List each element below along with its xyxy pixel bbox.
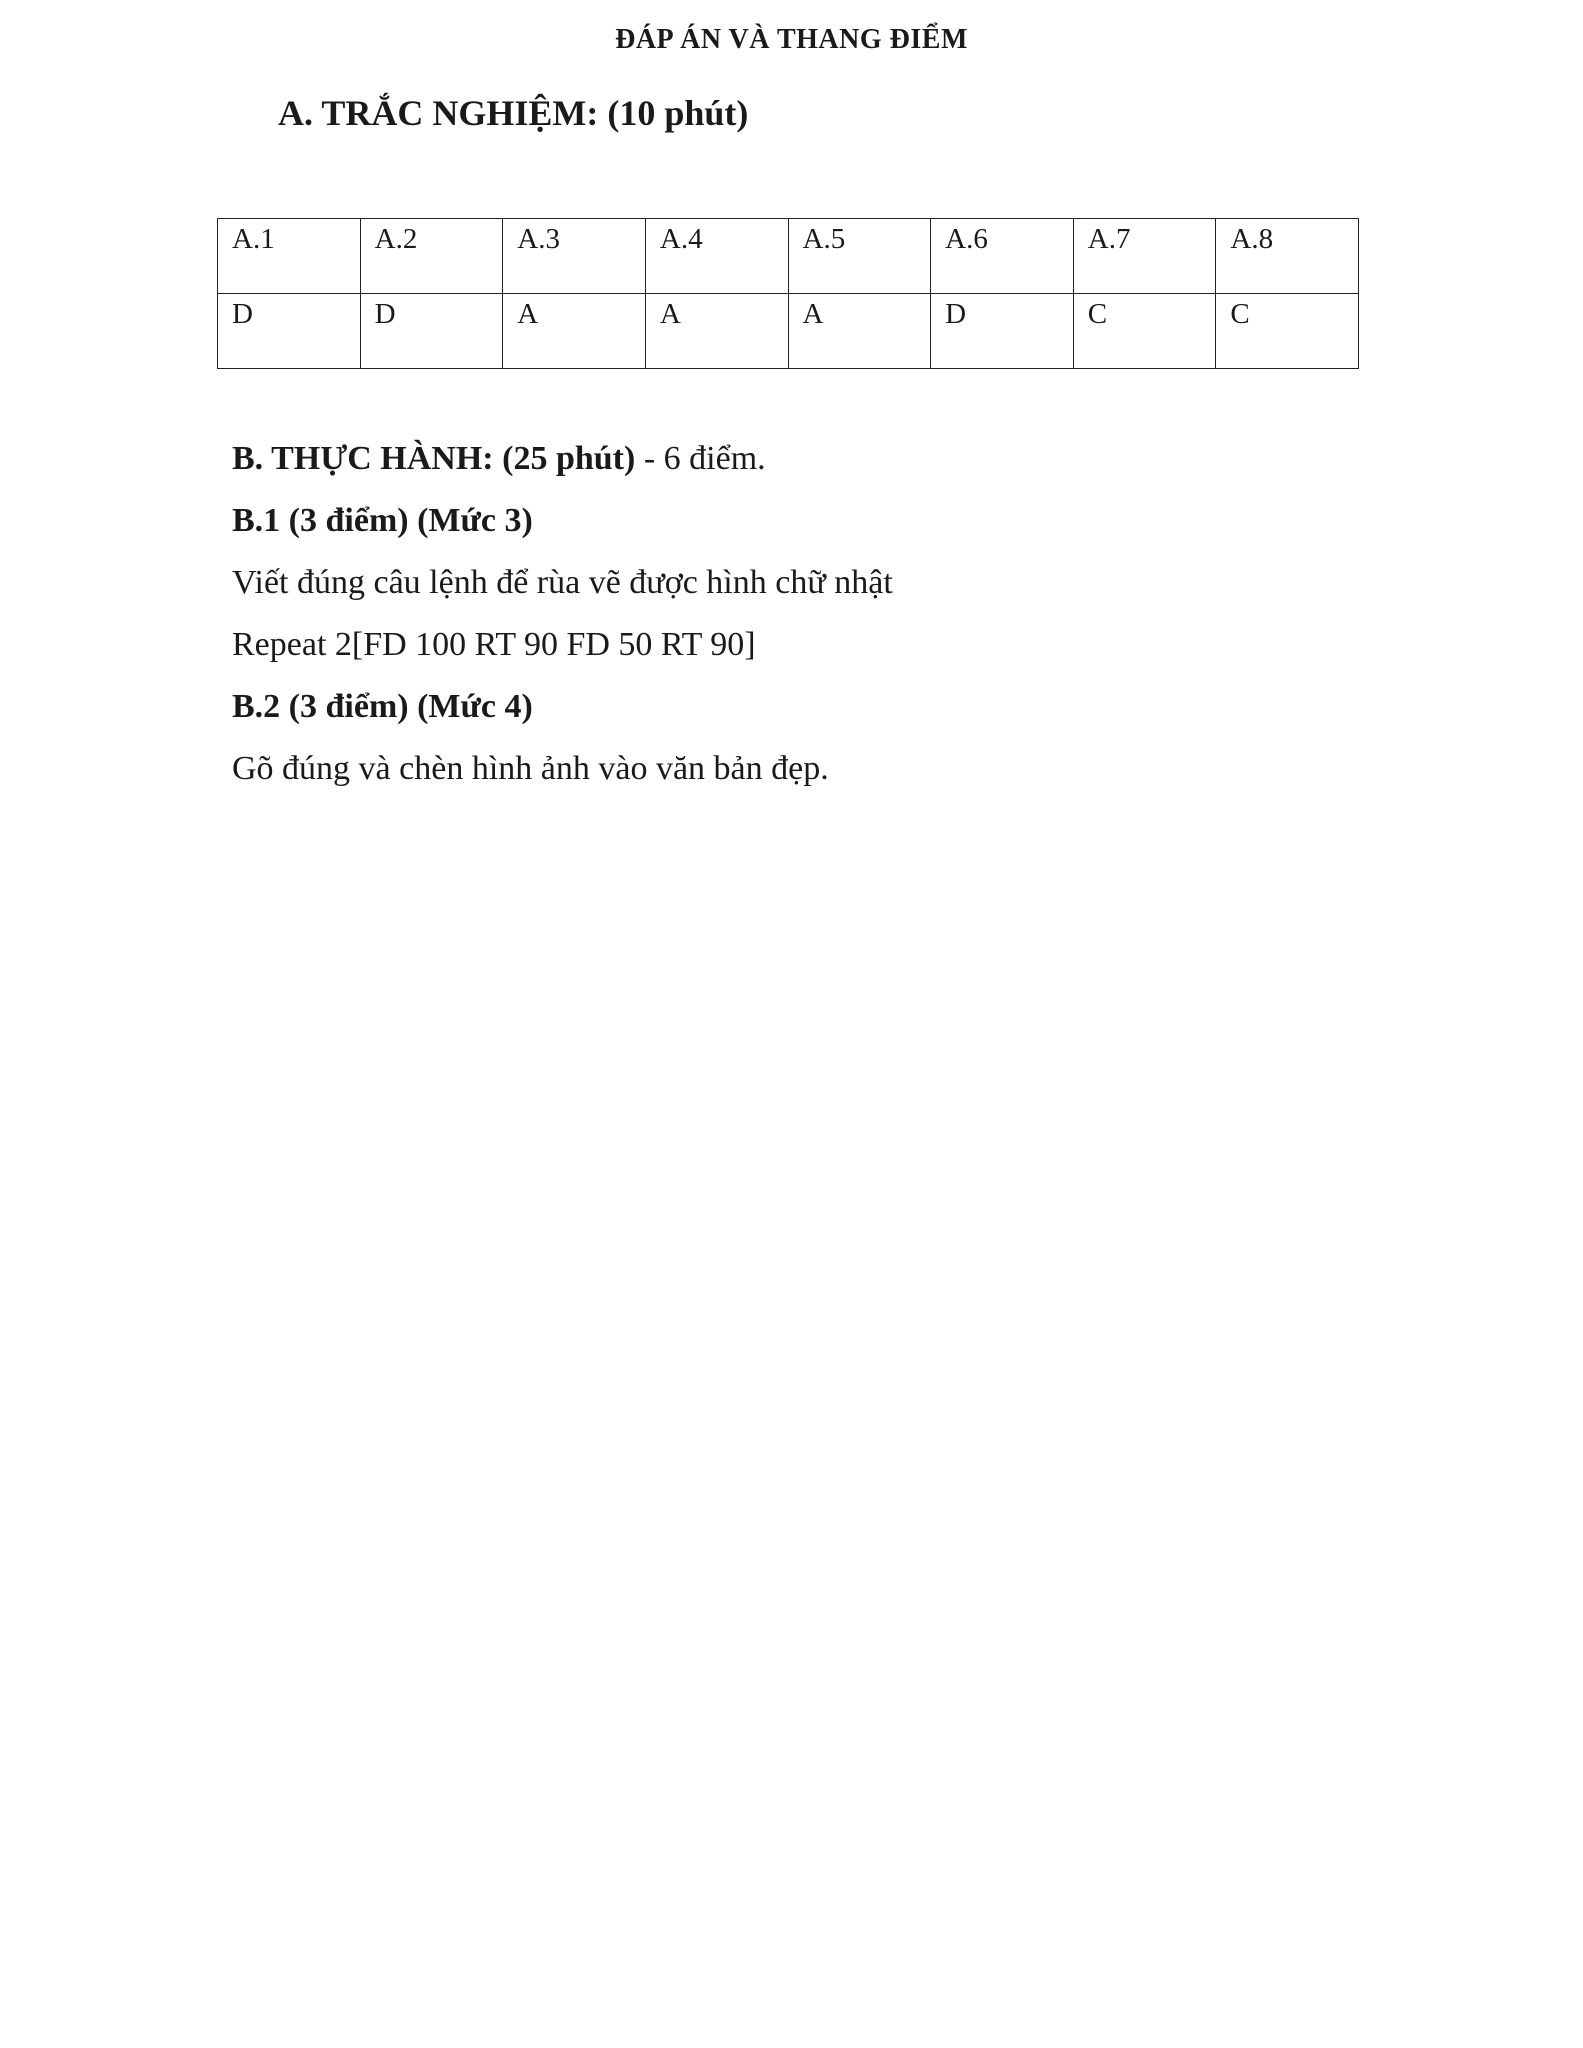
answer-cell: C <box>1073 294 1216 369</box>
b1-heading: B.1 (3 điểm) (Mức 3) <box>232 502 533 539</box>
question-cell: A.2 <box>360 219 503 294</box>
answer-cell: D <box>360 294 503 369</box>
table-row-answers <box>218 294 1359 369</box>
answer-cell: A <box>503 294 646 369</box>
b1-text: Viết đúng câu lệnh để rùa vẽ được hình chữ nhật <box>232 564 893 601</box>
question-cell: A.3 <box>503 219 646 294</box>
question-cell: A.8 <box>1216 219 1359 294</box>
question-cell: A.7 <box>1073 219 1216 294</box>
answer-cell: A <box>645 294 788 369</box>
b2-heading: B.2 (3 điểm) (Mức 4) <box>232 688 533 725</box>
section-a-heading: A. TRẮC NGHIỆM: (10 phút) <box>278 93 749 133</box>
answer-cell: D <box>218 294 361 369</box>
table-row-questions <box>218 219 1359 294</box>
b2-text: Gõ đúng và chèn hình ảnh vào văn bản đẹp. <box>232 750 829 787</box>
section-b-heading-bold: B. THỰC HÀNH: (25 phút) <box>232 440 636 477</box>
answer-cell: D <box>931 294 1074 369</box>
answer-cell: A <box>788 294 931 369</box>
question-cell: A.6 <box>931 219 1074 294</box>
section-b-heading-points: - 6 điểm. <box>635 440 766 477</box>
question-cell: A.4 <box>645 219 788 294</box>
section-b-heading <box>232 428 1382 490</box>
question-cell: A.1 <box>218 219 361 294</box>
answer-cell: C <box>1216 294 1359 369</box>
section-b <box>232 428 1382 800</box>
answer-table <box>217 218 1359 369</box>
b1-code: Repeat 2[FD 100 RT 90 FD 50 RT 90] <box>232 626 756 663</box>
page-title: ĐÁP ÁN VÀ THANG ĐIỂM <box>615 24 968 55</box>
question-cell: A.5 <box>788 219 931 294</box>
